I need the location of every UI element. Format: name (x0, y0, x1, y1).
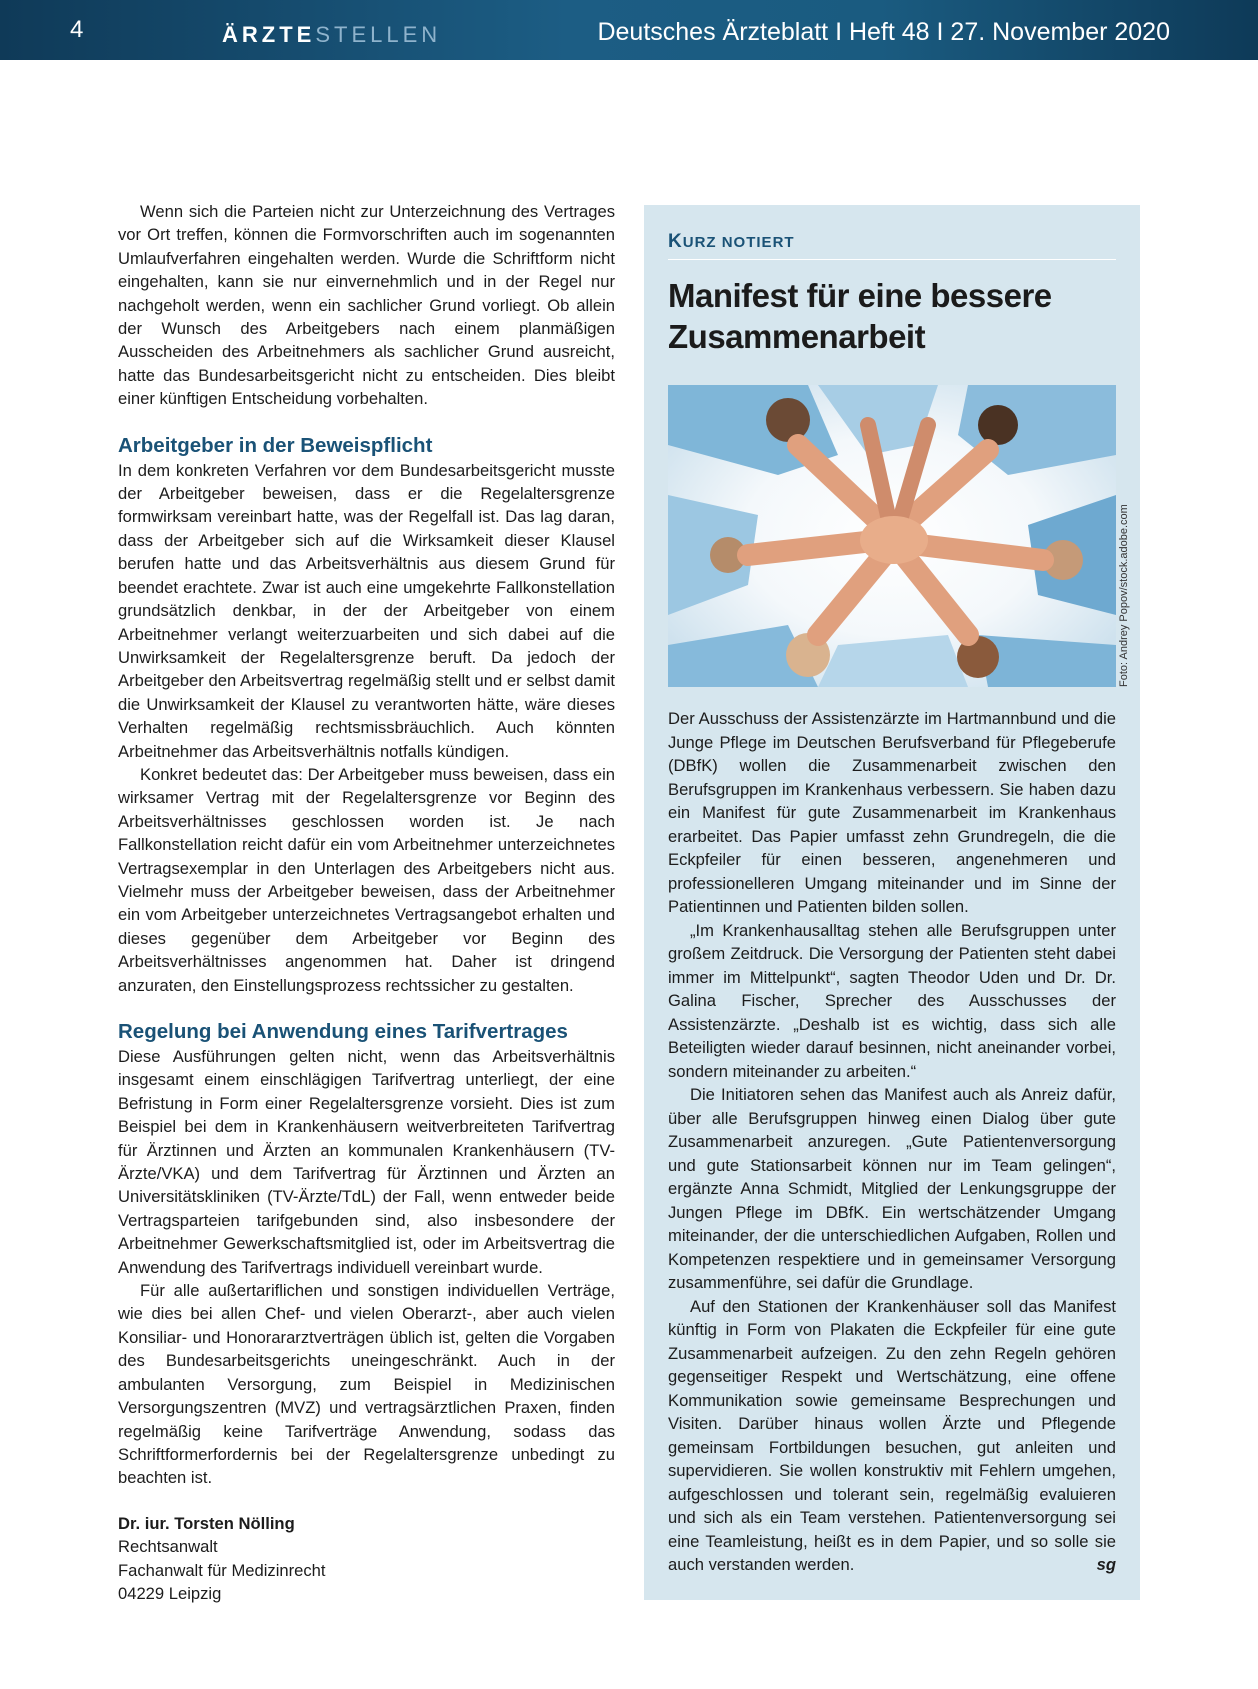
page-header (0, 0, 1258, 60)
kicker-rest: URZ NOTIERT (682, 234, 795, 251)
paragraph: Der Ausschuss der Assistenzärzte im Hartmannbund und die Junge Pflege im Deutschen Berufsverband für Pflegeberufe (DBfK) wollen die Zusammenarbeit zwischen den Berufsgruppen im Krankenhaus verbessern. Sie haben dazu ein Manifest für gute Zusammenarbeit im Krankenhaus erarbeitet. Das Papier umfasst zehn Grundregeln, die die Eckpfeiler für einen besseren, angenehmeren und professionelleren Umgang miteinander und im Sinne der Patientinnen und Patienten bilden sollen. (668, 709, 1116, 916)
paragraph: Konkret bedeutet das: Der Arbeitgeber muss beweisen, dass ein wirksamer Vertrag mit der Regelaltersgrenze vor Beginn des Arbeitsverhältnisses geschlossen worden ist. Je nach Fallkonstellation reicht dafür ein vom Arbeitnehmer unterzeichnetes Vertragsexemplar in den Unterlagen des Arbeitgebers nicht aus. Vielmehr muss der Arbeitgeber beweisen, dass der Arbeitnehmer ein vom Arbeitgeber unterzeichnetes Vertragsangebot erhalten und dieses gegenüber dem Arbeitgeber vor Beginn des Arbeitsverhältnisses angenommen hat. Daher ist dringend anzuraten, den Einstellungsprozess rechtssicher zu gestalten. (118, 764, 615, 995)
teamwork-hands-photo (668, 385, 1116, 687)
logo-part-2: STELLEN (315, 22, 442, 47)
paragraph: In dem konkreten Verfahren vor dem Bundesarbeitsgericht musste der Arbeitgeber beweisen, dass er die Regelaltersgrenze formwirksam vereinbart hatte, was der Regelfall ist. Das lag daran, dass der Arbeitgeber sich auf die Wirksamkeit dieser Klausel berufen hatte und das Arbeitsverhältnis aus diesem Grund für beendet erachtete. Zwar ist auch eine umgekehrte Fallkonstellation grundsätzlich denkbar, in der der Arbeitgeber von einem Arbeitnehmer verlangt weiterzuarbeiten und sich dabei auf die Unwirksamkeit der Regelaltersgrenze beruft. Da jedoch der Arbeitgeber den Arbeitsvertrag regelmäßig stellt und er selbst damit die Unwirksamkeit der Klausel zu verantworten hätte, wäre dieses Verhalten regelmäßig rechtsmissbräuchlich. Auch könnten Arbeitnehmer das Arbeitsverhältnis notfalls kündigen. (118, 460, 615, 761)
logo-part-1: ÄRZTE (222, 22, 316, 47)
logo-aerztestellen (222, 22, 441, 48)
paragraph-intro: Wenn sich die Parteien nicht zur Unterzeichnung des Vertrages vor Ort treffen, können die Formvorschriften auch im sogenannten Umlaufverfahren eingehalten werden. Wurde die Schriftform nicht eingehalten, kann sie nur einvernehmlich und in der Regel nur nachgeholt werden, wenn ein sachlicher Grund vorliegt. Ob allein der Wunsch des Arbeitgebers nach einem planmäßigen Ausscheiden des Arbeitnehmers als sachlicher Grund ausreicht, hatte das Bundesarbeitsgericht nicht zu entscheiden. Dies bleibt einer künftigen Entscheidung vorbehalten. (118, 202, 615, 409)
box-text (668, 707, 1116, 1577)
paragraph: „Im Krankenhausalltag stehen alle Berufsgruppen unter großem Zeitdruck. Die Versorgung der Patienten steht dabei immer im Mittelpunkt“, sagten Theodor Uden und Dr. Dr. Galina Fischer, Sprecher des Ausschusses der Assistenzärzte. „Deshalb ist es wichtig, dass sich alle Beteiligten wieder darauf besinnen, nicht aneinander vorbei, sondern miteinander zu arbeiten.“ (668, 920, 1116, 1081)
journal-info: Deutsches Ärzteblatt I Heft 48 I 27. November 2020 (597, 18, 1170, 46)
section-heading-tarifvertrag: Regelung bei Anwendung eines Tarifvertrages (118, 1020, 568, 1043)
author-city: 04229 Leipzig (118, 1583, 222, 1603)
kicker-initial: K (668, 231, 683, 252)
author-name: Dr. iur. Torsten Nölling (118, 1513, 295, 1533)
paragraph-text: Auf den Stationen der Krankenhäuser soll das Manifest künftig in Form von Plakaten die Eckpfeiler für eine gute Zusammenarbeit aufzeigen. Zu den zehn Regeln gehören gegenseitiger Respekt und Wertschätzung, eine offene Kommunikation sowie gemeinsame Besprechungen und Visiten. Darüber hinaus wollen Ärzte und Pflegende gemeinsam Fortbildungen besuchen, gut anleiten und supervidieren. Sie wollen konstruktiv mit Fehlern umgehen, aufgeschlossen und tolerant sein, regelmäßig evaluieren und sich als ein Team verstehen. Patientenversorgung sei eine Teamleistung, heißt es in dem Papier, und so solle sie auch verstanden werden. (668, 1296, 1116, 1574)
kurz-notiert-box (644, 205, 1140, 1600)
author-block (118, 1512, 615, 1606)
author-field: Fachanwalt für Medizinrecht (118, 1560, 326, 1580)
section-heading-beweispflicht: Arbeitgeber in der Beweispflicht (118, 433, 433, 457)
author-title: Rechtsanwalt (118, 1537, 218, 1557)
page-number: 4 (70, 16, 84, 43)
author-signature: sg (1096, 1555, 1116, 1574)
box-kicker (668, 231, 1116, 260)
article-column (118, 200, 615, 1605)
paragraph: Für alle außertariflichen und sonstigen individuellen Verträge, wie dies bei allen Chef- und vielen Oberarzt-, aber auch vielen Konsiliar- und Honorararztverträgen üblich ist, gelten die Vorgaben des Bundesarbeitsgerichts uneingeschränkt. Auch in der ambulanten Versorgung, zum Beispiel in Medizinischen Versorgungszentren (MVZ) und vertragsärztlichen Praxen, finden regelmäßig keine Tarifverträge Anwendung, sodass das Schriftformerfordernis bei der Regelaltersgrenze unbedingt zu beachten ist. (118, 1281, 615, 1488)
photo-credit: Foto: Andrey Popov/stock.adobe.com (1118, 504, 1130, 687)
paragraph: Die Initiatoren sehen das Manifest auch als Anreiz dafür, über alle Berufsgruppen hinweg einen Dialog über gute Zusammenarbeit anzuregen. „Gute Patientenversorgung und gute Stationsarbeit können nur im Team gelingen“, ergänzte Anna Schmidt, Mitglied der Lenkungsgruppe der Jungen Pflege im DBfK. Ein wertschätzender Umgang miteinander, der die unterschiedlichen Aufgaben, Rollen und Kompetenzen respektiere und in gemeinsamer Versorgung zusammenführe, sei dafür die Grundlage. (668, 1085, 1116, 1292)
paragraph (668, 1295, 1116, 1577)
paragraph: Diese Ausführungen gelten nicht, wenn das Arbeitsverhältnis insgesamt einem einschlägigen Tarifvertrag unterliegt, der eine Befristung in Form einer Regelaltersgrenze vorsieht. Dies ist zum Beispiel bei dem in Krankenhäusern weitverbreiteten Tarifvertrag für Ärztinnen und Ärzten an kommunalen Krankenhäusern (TV-Ärzte/VKA) und dem Tarifvertrag für Ärztinnen und Ärzten an Universitätskliniken (TV-Ärzte/TdL) der Fall, wenn entweder beide Vertragsparteien tarifgebunden sind, also insbesondere der Arbeitnehmer Gewerkschaftsmitglied ist, oder im Arbeitsvertrag die Anwendung des Tarifvertrags individuell vereinbart wurde. (118, 1047, 615, 1277)
box-title: Manifest für eine bessere Zusammenarbeit (668, 277, 1052, 355)
